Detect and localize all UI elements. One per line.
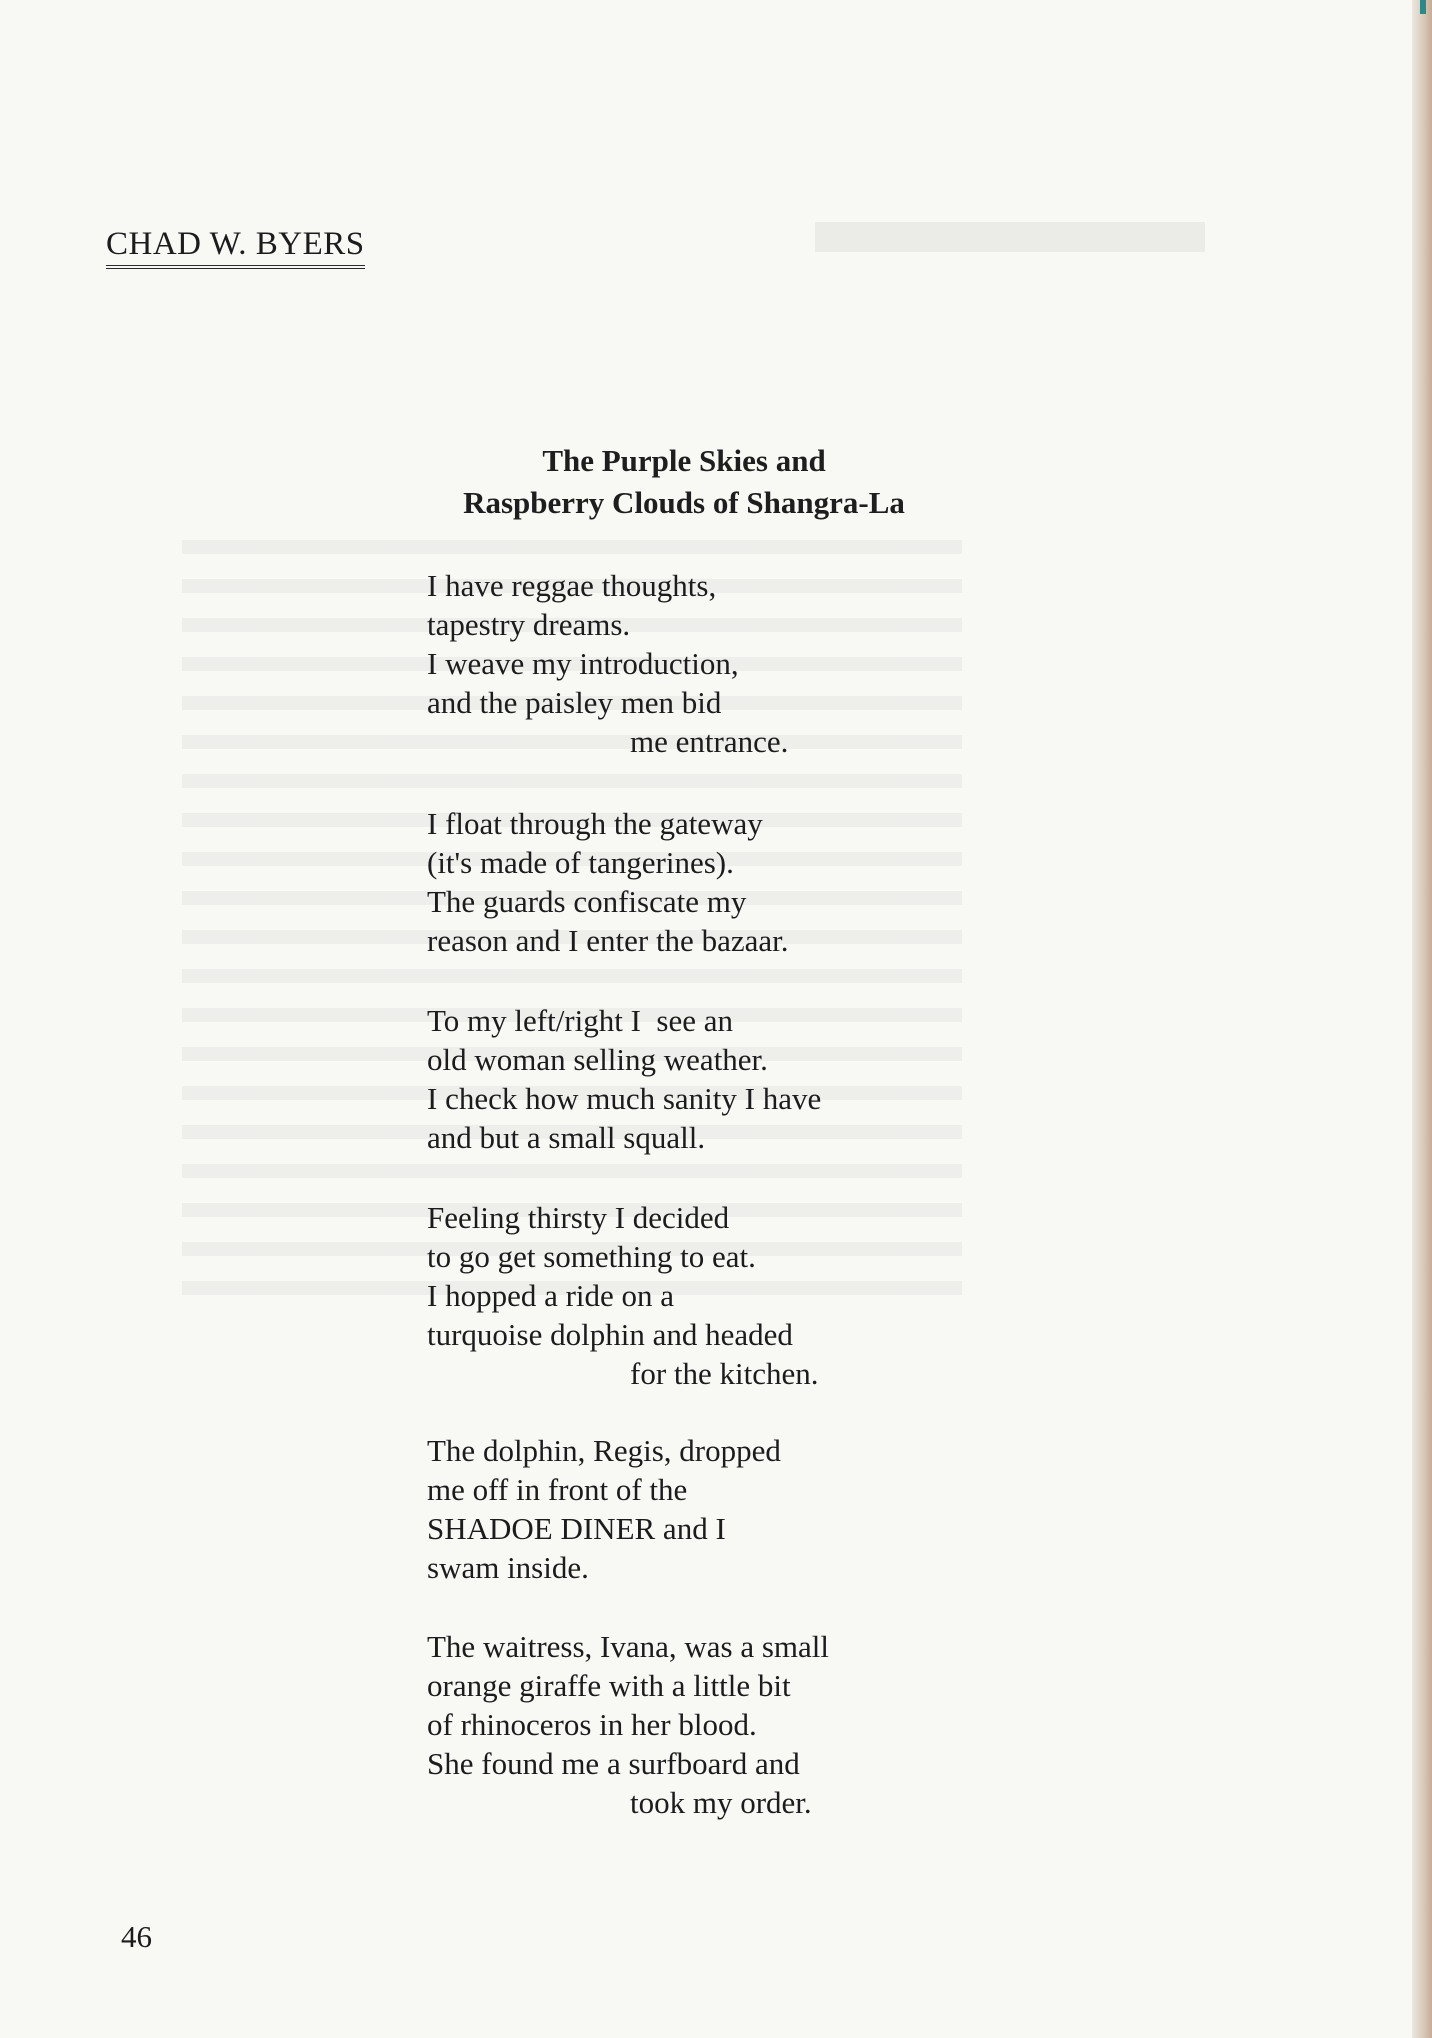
poem-line: old woman selling weather.: [427, 1042, 768, 1077]
poem-line: and but a small squall.: [427, 1120, 706, 1155]
poem-line: to go get something to eat.: [427, 1239, 756, 1274]
poem-line: (it's made of tangerines).: [427, 845, 734, 880]
poem-title: [384, 440, 984, 524]
page-edge: [1412, 0, 1432, 2038]
stanza: [427, 566, 788, 761]
bleed-through-header: [815, 222, 1205, 252]
poem-line: I hopped a ride on a: [427, 1278, 675, 1313]
poem-line-indented: me entrance.: [630, 724, 789, 759]
stanza: [427, 1431, 781, 1587]
poem-line: of rhinoceros in her blood.: [427, 1707, 757, 1742]
poem-line: I check how much sanity I have: [427, 1081, 822, 1116]
poem-line: The guards confiscate my: [427, 884, 747, 919]
poem-line: SHADOE DINER and I: [427, 1511, 726, 1546]
author-header: CHAD W. BYERS: [106, 226, 365, 269]
poem-line: me off in front of the: [427, 1472, 688, 1507]
poem-line: The waitress, Ivana, was a small: [427, 1629, 830, 1664]
poem-line: To my left/right I see an: [427, 1003, 734, 1038]
poem-title-line: Raspberry Clouds of Shangra-La: [463, 485, 905, 520]
poem-line: Feeling thirsty I decided: [427, 1200, 730, 1235]
stanza: [427, 1198, 819, 1393]
poem-line: turquoise dolphin and headed: [427, 1317, 793, 1352]
poem-line: The dolphin, Regis, dropped: [427, 1433, 781, 1468]
stanza: [427, 1627, 829, 1822]
poem-title-line: The Purple Skies and: [542, 443, 826, 478]
poem-line-indented: for the kitchen.: [630, 1356, 819, 1391]
poem-line: orange giraffe with a little bit: [427, 1668, 791, 1703]
poem-line-indented: took my order.: [630, 1785, 812, 1820]
page-number: 46: [121, 1919, 152, 1954]
poem-line: and the paisley men bid: [427, 685, 722, 720]
poem-line: reason and I enter the bazaar.: [427, 923, 789, 958]
poem-line: tapestry dreams.: [427, 607, 631, 642]
page-edge-marker: [1420, 0, 1426, 14]
poem-line: I float through the gateway: [427, 806, 763, 841]
poem-line: I weave my introduction,: [427, 646, 739, 681]
stanza: [427, 1001, 821, 1157]
poem-line: She found me a surfboard and: [427, 1746, 800, 1781]
stanza: [427, 804, 788, 960]
poem-line: swam inside.: [427, 1550, 589, 1585]
poem-line: I have reggae thoughts,: [427, 568, 717, 603]
